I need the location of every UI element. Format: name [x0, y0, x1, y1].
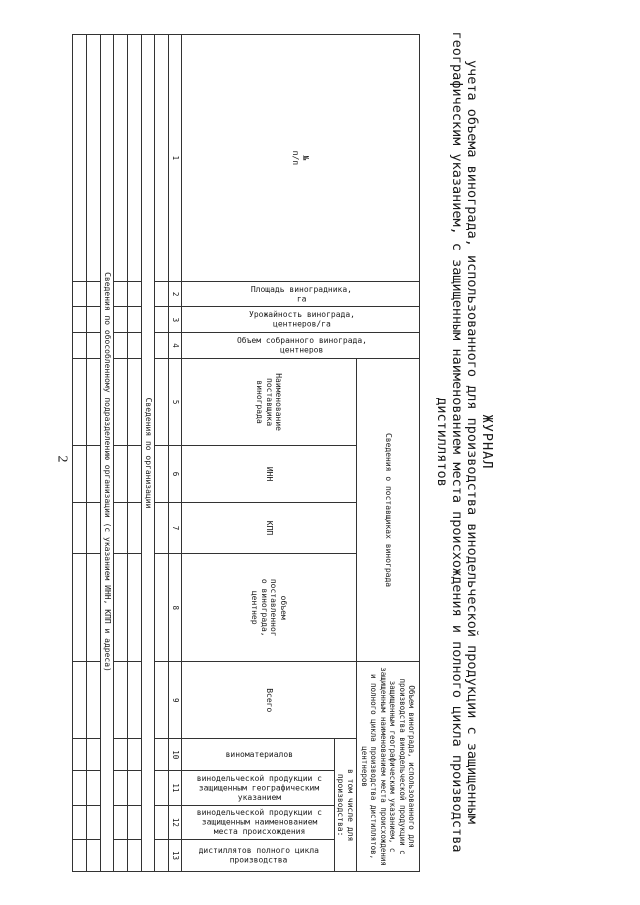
section-branch-row: [101, 35, 114, 872]
col-group-suppliers: Сведения о поставщиках винограда: [357, 358, 420, 661]
column-number: 8: [169, 554, 182, 662]
column-number: 13: [169, 840, 182, 872]
column-number: 9: [169, 662, 182, 739]
page-number: 2: [54, 455, 70, 463]
col-header-inn: ИНН: [182, 446, 357, 503]
column-number: 11: [169, 771, 182, 805]
col-header-distillates: дистиллятов полного цикла производства: [182, 840, 335, 872]
document-heading: [434, 12, 494, 872]
journal-subtitle-2: географическим указанием, с защищенным наименованием места происхождения и полного цикла производства: [449, 31, 465, 853]
col-header-supplier-name: Наименование поставщика винограда: [182, 358, 357, 445]
column-number: 5: [169, 358, 182, 445]
col-header-supplied-volume: объем поставленног о винограда, центнер: [182, 554, 357, 662]
section-org-row: [142, 35, 155, 872]
column-number: 3: [169, 307, 182, 333]
table-row: [155, 35, 169, 872]
col-header-pgi: винодельческой продукции с защищенным географическим указанием: [182, 771, 335, 805]
column-number: 4: [169, 333, 182, 359]
col-header-kpp: КПП: [182, 502, 357, 553]
col-header-harvest: Объем собранного винограда, центнеров: [182, 333, 420, 359]
col-group-volume: Объем винограда, использованного для производства винодельческой продукции с защищенным географическим указанием, с защищенным наименованием места происхождения и полного цикла производства дистиллятов, центнеров: [357, 662, 420, 872]
journal-table: [72, 34, 420, 872]
table-row: [87, 35, 101, 872]
col-header-total: Всего: [182, 662, 357, 739]
section-org-label: Сведения по организации: [142, 35, 155, 872]
column-number: 12: [169, 805, 182, 839]
section-branch-label: Сведения по обособленному подразделению организации (с указанием ИНН, КПП и адреса): [101, 35, 114, 872]
rotated-page: [40, 12, 500, 892]
journal-subtitle-1: учета объема винограда, использованного для производства винодельческой продукции с защищенным: [464, 59, 480, 824]
table-row: [128, 35, 142, 872]
table-row: [114, 35, 128, 872]
col-header-pdo: винодельческой продукции с защищенным наименованием места происхождения: [182, 805, 335, 839]
column-number: 10: [169, 739, 182, 771]
column-number: 2: [169, 281, 182, 307]
journal-title: ЖУРНАЛ: [479, 414, 495, 470]
col-subgroup-including: в том числе для производства:: [335, 739, 357, 872]
column-numbers-row: [169, 35, 182, 872]
col-header-area: Площадь виноградника, га: [182, 281, 420, 307]
column-number: 1: [169, 35, 182, 282]
col-header-yield: Урожайность винограда, центнеров/га: [182, 307, 420, 333]
column-number: 7: [169, 502, 182, 553]
table-row: [73, 35, 87, 872]
column-number: 6: [169, 446, 182, 503]
journal-subtitle-3: дистиллятов: [434, 397, 450, 487]
col-header-number: № п/п: [182, 35, 420, 282]
col-header-wine-materials: виноматериалов: [182, 739, 335, 771]
